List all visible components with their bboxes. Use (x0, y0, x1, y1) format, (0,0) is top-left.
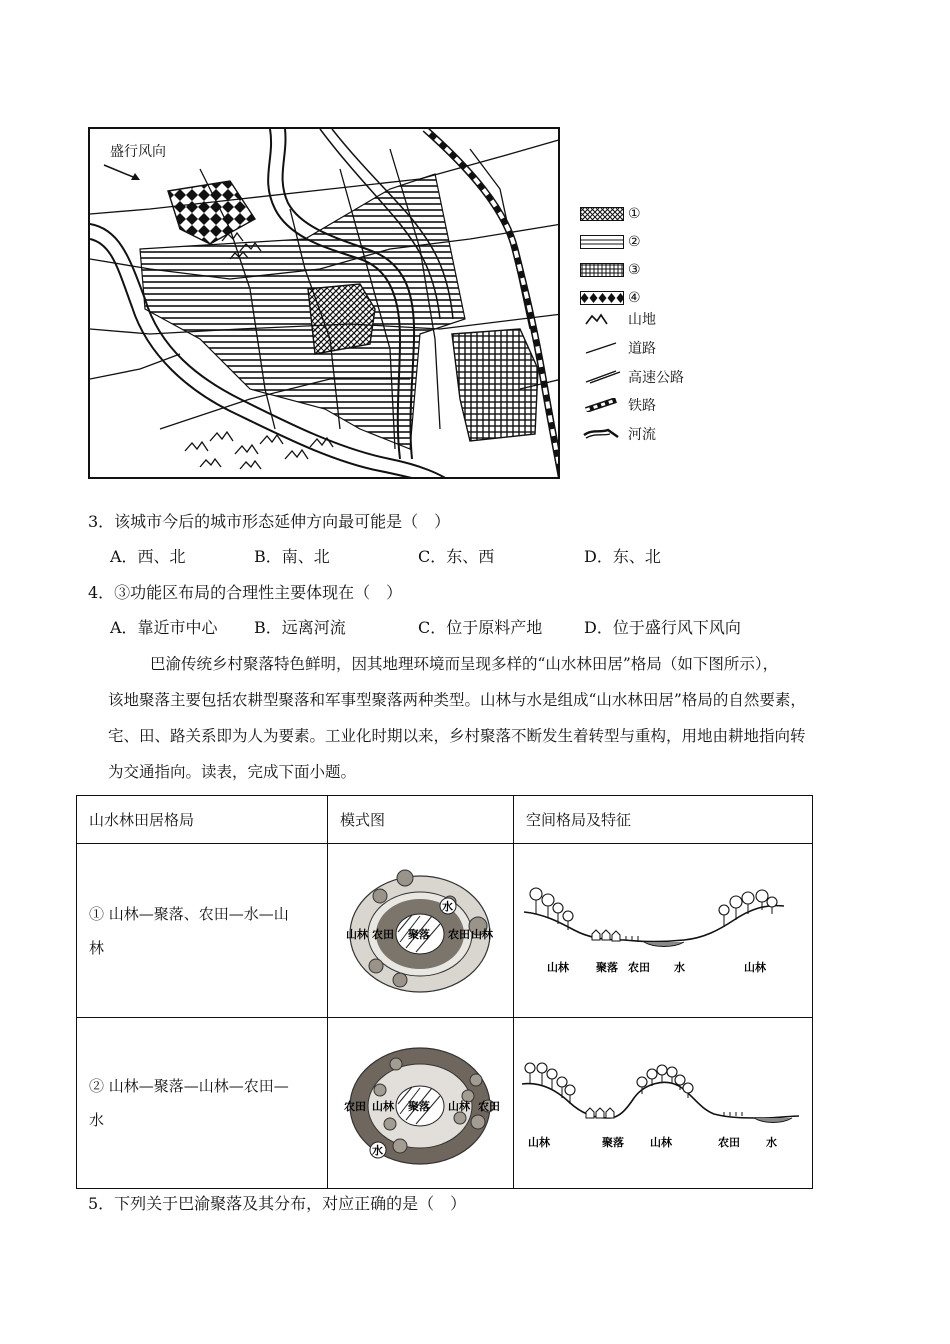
checker-swatch-icon (580, 291, 624, 305)
legend-label-river: 河流 (628, 427, 656, 443)
legend-label-4: ④ (628, 290, 641, 306)
legend-item-2 (580, 231, 641, 253)
pattern-cell (77, 844, 328, 1018)
model-label-water: 水 (442, 900, 453, 913)
road-icon (580, 341, 624, 355)
question-4-option-c[interactable]: C．位于原料产地 (418, 618, 543, 637)
table-header-cell (328, 796, 514, 844)
legend-label-1: ① (628, 206, 641, 222)
profile-label-forest-middle: 山林 (650, 1136, 672, 1149)
question-3-option-d[interactable]: D．东、北 (584, 547, 661, 566)
terrain-profile-diagram-1 (514, 844, 812, 1017)
zone-4-checker (168, 181, 255, 244)
mountain-icon (580, 312, 624, 326)
legend-label-railway: 铁路 (628, 398, 656, 414)
model-label-left1: 山林 (346, 928, 368, 941)
model-label-left1: 农田 (344, 1100, 366, 1113)
model-label-right2: 农田 (478, 1100, 500, 1113)
legend-item-railway (580, 394, 656, 416)
zone-1-commercial (308, 284, 375, 354)
legend-item-1 (580, 203, 641, 225)
model-cell (328, 844, 514, 1018)
model-label-right1: 山林 (448, 1100, 470, 1113)
profile-label-farmland: 农田 (718, 1136, 740, 1149)
table-header-cell (77, 796, 328, 844)
profile-label-forest-left: 山林 (528, 1136, 550, 1149)
grid-swatch-icon (580, 263, 624, 277)
header-model: 模式图 (340, 810, 386, 829)
profile-label-water: 水 (674, 961, 685, 974)
legend-label-highway: 高速公路 (628, 370, 684, 386)
concentric-model-diagram-2 (328, 1018, 513, 1188)
zone-3-industrial (452, 329, 538, 441)
passage-line-1: 巴渝传统乡村聚落特色鲜明，因其地理环境而呈现多样的“山水林田居”格局（如下图所示）， (150, 655, 779, 673)
question-4-option-b[interactable]: B．远离河流 (254, 618, 346, 637)
model-label-left2: 农田 (372, 928, 394, 941)
profile-label-forest-left: 山林 (547, 961, 569, 974)
profile-cell (514, 1018, 813, 1189)
profile-label-farmland: 农田 (628, 961, 650, 974)
passage-line-2: 该地聚落主要包括农耕型聚落和军事型聚落两种类型。山林与水是组成“山水林田居”格局的自然要素， (108, 691, 806, 709)
pattern-cell (77, 1018, 328, 1189)
model-label-right1: 农田 (448, 928, 470, 941)
question-4-stem: 4．③功能区布局的合理性主要体现在（ ） (88, 583, 403, 602)
question-4-option-d[interactable]: D．位于盛行风下风向 (584, 618, 741, 637)
map-canvas (90, 129, 560, 479)
legend-label-mountain: 山地 (628, 312, 656, 328)
model-label-right2: 山林 (471, 928, 493, 941)
model-label-center: 聚落 (408, 1100, 430, 1113)
pattern-text-line2: 水 (89, 1111, 105, 1129)
concentric-model-diagram-1 (328, 844, 513, 1017)
legend-item-3 (580, 259, 641, 281)
question-5-stem: 5．下列关于巴渝聚落及其分布，对应正确的是（ ） (88, 1194, 467, 1213)
table-row (77, 844, 813, 1018)
legend-item-road (580, 337, 656, 359)
terrain-profile-diagram-2 (514, 1018, 812, 1188)
horizontal-lines-swatch-icon (580, 235, 624, 249)
diagonal-hatch-swatch-icon (580, 207, 624, 221)
legend-label-road: 道路 (628, 341, 656, 357)
pattern-text-line1: ① 山林—聚落、农田—水—山 (89, 904, 289, 923)
pattern-text-line1: ② 山林—聚落—山林—农田— (89, 1077, 289, 1095)
header-pattern: 山水林田居格局 (89, 810, 195, 829)
model-label-center: 聚落 (408, 928, 430, 941)
table-header-cell (514, 796, 813, 844)
question-3-option-c[interactable]: C．东、西 (418, 547, 495, 566)
highway-icon (580, 370, 624, 384)
legend-label-2: ② (628, 234, 641, 250)
pattern-text-line2: 林 (89, 938, 105, 957)
legend-item-mountain (580, 308, 656, 330)
model-cell (328, 1018, 514, 1189)
railway-icon (580, 398, 624, 412)
legend-item-river (580, 423, 656, 445)
table-row (77, 1018, 813, 1189)
profile-label-settlement: 聚落 (596, 961, 618, 974)
profile-cell (514, 844, 813, 1018)
profile-label-settlement: 聚落 (602, 1136, 624, 1149)
model-label-water: 水 (372, 1144, 383, 1157)
legend-item-highway (580, 366, 684, 388)
profile-label-water: 水 (766, 1136, 777, 1149)
passage-line-3: 宅、田、路关系即为人为要素。工业化时期以来，乡村聚落不断发生着转型与重构，用地由耕地指向转 (108, 727, 806, 745)
passage-line-4: 为交通指向。读表，完成下面小题。 (108, 763, 357, 781)
city-functional-zone-map (88, 127, 560, 479)
model-label-left2: 山林 (372, 1100, 394, 1113)
question-3-stem: 3．该城市今后的城市形态延伸方向最可能是（ ） (88, 512, 451, 531)
legend-item-4 (580, 287, 641, 309)
river-icon (580, 427, 624, 441)
question-3-option-b[interactable]: B．南、北 (254, 547, 330, 566)
legend-label-3: ③ (628, 262, 641, 278)
question-3-option-a[interactable]: A．西、北 (110, 547, 186, 566)
wind-direction-label: 盛行风向 (110, 144, 166, 160)
table-header-row (77, 796, 813, 844)
landscape-pattern-table (76, 795, 813, 1189)
profile-label-forest-right: 山林 (744, 961, 766, 974)
question-4-option-a[interactable]: A．靠近市中心 (110, 618, 218, 637)
header-profile: 空间格局及特征 (526, 810, 632, 829)
